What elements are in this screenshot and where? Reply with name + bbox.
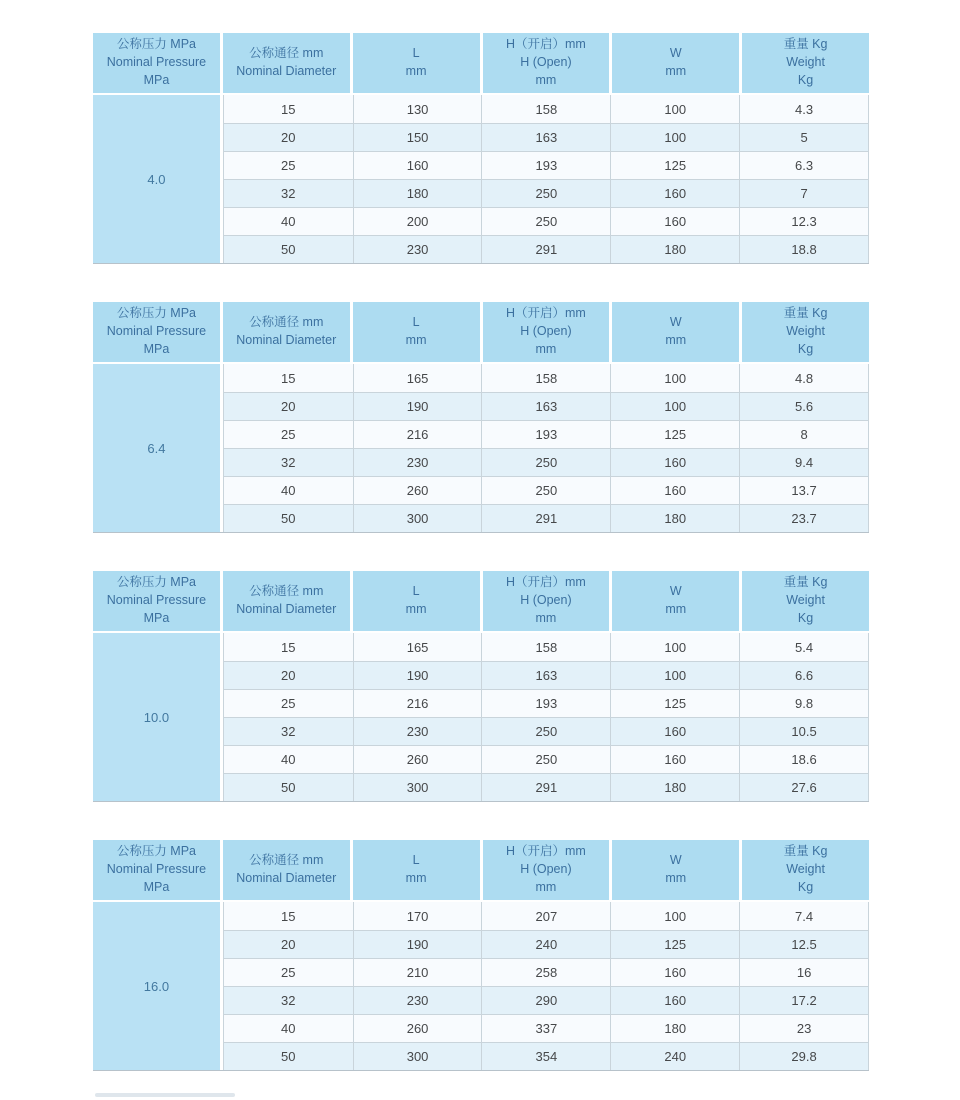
table-cell: 15 bbox=[281, 101, 296, 117]
header-line: W bbox=[669, 46, 682, 61]
table-cell: 4.3 bbox=[739, 95, 868, 123]
header-line: H（开启）mm bbox=[505, 844, 586, 859]
header-line: W bbox=[669, 315, 682, 330]
column-header-diameter bbox=[223, 840, 350, 900]
data-grid bbox=[223, 95, 869, 263]
pressure-value: 4.0 bbox=[147, 171, 166, 187]
table-row bbox=[224, 902, 868, 930]
table-cell: 160 bbox=[610, 718, 739, 745]
table-cell: 160 bbox=[610, 208, 739, 235]
table-cell: 18.6 bbox=[739, 746, 868, 773]
table-cell: 230 bbox=[353, 236, 482, 263]
table-row bbox=[224, 207, 868, 235]
table-cell: 50 bbox=[281, 780, 296, 795]
table-cell: 100 bbox=[610, 393, 739, 420]
header-line: H (Open) bbox=[520, 862, 572, 877]
header-line: 公称通径 mm bbox=[249, 315, 324, 330]
column-header-weight bbox=[742, 302, 869, 362]
table-cell: 32 bbox=[281, 455, 296, 470]
table-cell: 207 bbox=[481, 902, 610, 930]
table-cell: 100 bbox=[610, 124, 739, 151]
table-cell: 12.3 bbox=[739, 208, 868, 235]
pressure-cell bbox=[93, 364, 220, 532]
table-cell: 32 bbox=[281, 993, 296, 1008]
column-header-height-open bbox=[483, 571, 610, 631]
table-cell: 13.7 bbox=[739, 477, 868, 504]
table-cell: 7.4 bbox=[739, 902, 868, 930]
table-cell: 193 bbox=[481, 152, 610, 179]
column-header-diameter bbox=[223, 571, 350, 631]
header-line: 公称压力 MPa bbox=[116, 575, 196, 590]
table-cell: 354 bbox=[481, 1043, 610, 1070]
header-line: Nominal Pressure bbox=[106, 55, 207, 70]
header-line: MPa bbox=[143, 72, 170, 87]
pressure-value: 6.4 bbox=[147, 440, 166, 456]
table-cell: 250 bbox=[481, 449, 610, 476]
table-cell: 260 bbox=[353, 477, 482, 504]
table-cell: 100 bbox=[610, 902, 739, 930]
table-body bbox=[93, 364, 869, 533]
table-cell: 15 bbox=[281, 908, 296, 924]
table-cell: 5.4 bbox=[739, 633, 868, 661]
table-row bbox=[224, 633, 868, 661]
table-row bbox=[224, 958, 868, 986]
table-cell: 300 bbox=[353, 774, 482, 801]
table-cell: 100 bbox=[610, 95, 739, 123]
column-header-pressure bbox=[93, 571, 220, 631]
table-cell: 163 bbox=[481, 662, 610, 689]
table-cell: 300 bbox=[353, 505, 482, 532]
table-cell: 25 bbox=[281, 696, 296, 711]
header-line: H (Open) bbox=[520, 324, 572, 339]
table-cell: 160 bbox=[610, 987, 739, 1014]
table-row bbox=[224, 930, 868, 958]
table-cell: 250 bbox=[481, 208, 610, 235]
column-header-width bbox=[612, 302, 739, 362]
header-line: Weight bbox=[786, 324, 825, 339]
table-cell: 258 bbox=[481, 959, 610, 986]
table-cell: 180 bbox=[610, 1015, 739, 1042]
table-cell: 20 bbox=[281, 937, 296, 952]
table-row bbox=[224, 717, 868, 745]
table-cell: 216 bbox=[353, 421, 482, 448]
table-cell: 100 bbox=[610, 364, 739, 392]
table-row bbox=[224, 661, 868, 689]
table-cell: 250 bbox=[481, 746, 610, 773]
data-grid bbox=[223, 902, 869, 1070]
pressure-cell bbox=[93, 633, 220, 801]
column-header-width bbox=[612, 840, 739, 900]
table-cell: 32 bbox=[281, 724, 296, 739]
table-cell: 17.2 bbox=[739, 987, 868, 1014]
table-cell: 158 bbox=[481, 95, 610, 123]
table-header-row bbox=[93, 33, 869, 93]
table-cell: 25 bbox=[281, 158, 296, 173]
table-row bbox=[224, 420, 868, 448]
table-cell: 29.8 bbox=[739, 1043, 868, 1070]
header-line: mm bbox=[665, 602, 687, 616]
table-cell: 18.8 bbox=[739, 236, 868, 263]
table-cell: 50 bbox=[281, 242, 296, 257]
table-cell: 160 bbox=[610, 449, 739, 476]
header-line: MPa bbox=[143, 610, 170, 625]
table-cell: 23.7 bbox=[739, 505, 868, 532]
column-header-pressure bbox=[93, 302, 220, 362]
table-header-row bbox=[93, 571, 869, 631]
data-grid bbox=[223, 633, 869, 801]
table-row bbox=[224, 123, 868, 151]
table-cell: 180 bbox=[610, 774, 739, 801]
table-cell: 260 bbox=[353, 1015, 482, 1042]
header-line: Nominal Pressure bbox=[106, 862, 207, 877]
column-header-length bbox=[353, 571, 480, 631]
header-line: W bbox=[669, 584, 682, 599]
column-header-diameter bbox=[223, 302, 350, 362]
table-cell: 210 bbox=[353, 959, 482, 986]
pressure-value: 16.0 bbox=[143, 978, 170, 994]
header-line: 公称压力 MPa bbox=[116, 844, 196, 859]
spec-table bbox=[93, 33, 869, 264]
column-header-pressure bbox=[93, 840, 220, 900]
table-cell: 20 bbox=[281, 668, 296, 683]
column-header-length bbox=[353, 33, 480, 93]
header-line: MPa bbox=[143, 341, 170, 356]
header-line: mm bbox=[535, 72, 557, 87]
table-cell: 9.8 bbox=[739, 690, 868, 717]
header-line: W bbox=[669, 853, 682, 868]
column-header-weight bbox=[742, 571, 869, 631]
table-cell: 230 bbox=[353, 718, 482, 745]
table-cell: 160 bbox=[353, 152, 482, 179]
table-row bbox=[224, 504, 868, 532]
table-cell: 291 bbox=[481, 236, 610, 263]
table-cell: 250 bbox=[481, 718, 610, 745]
table-cell: 291 bbox=[481, 505, 610, 532]
column-header-width bbox=[612, 33, 739, 93]
table-header-row bbox=[93, 302, 869, 362]
header-line: mm bbox=[665, 333, 687, 347]
table-cell: 165 bbox=[353, 633, 482, 661]
table-cell: 160 bbox=[610, 180, 739, 207]
column-header-width bbox=[612, 571, 739, 631]
table-cell: 32 bbox=[281, 186, 296, 201]
table-row bbox=[224, 1042, 868, 1070]
table-cell: 337 bbox=[481, 1015, 610, 1042]
header-line: L bbox=[412, 853, 420, 868]
table-cell: 6.3 bbox=[739, 152, 868, 179]
table-cell: 9.4 bbox=[739, 449, 868, 476]
table-cell: 16 bbox=[739, 959, 868, 986]
header-line: Kg bbox=[797, 341, 814, 356]
header-line: 公称压力 MPa bbox=[116, 306, 196, 321]
table-cell: 163 bbox=[481, 124, 610, 151]
table-cell: 250 bbox=[481, 477, 610, 504]
header-line: Nominal Diameter bbox=[236, 871, 337, 885]
table-cell: 180 bbox=[610, 505, 739, 532]
table-cell: 23 bbox=[739, 1015, 868, 1042]
table-cell: 150 bbox=[353, 124, 482, 151]
table-cell: 50 bbox=[281, 511, 296, 526]
table-cell: 190 bbox=[353, 931, 482, 958]
header-line: 公称压力 MPa bbox=[116, 37, 196, 52]
table-row bbox=[224, 986, 868, 1014]
header-line: Weight bbox=[786, 593, 825, 608]
table-cell: 12.5 bbox=[739, 931, 868, 958]
table-cell: 50 bbox=[281, 1049, 296, 1064]
table-cell: 180 bbox=[353, 180, 482, 207]
header-line: mm bbox=[535, 610, 557, 625]
table-row bbox=[224, 179, 868, 207]
header-line: 重量 Kg bbox=[783, 306, 828, 321]
table-cell: 190 bbox=[353, 393, 482, 420]
table-cell: 100 bbox=[610, 662, 739, 689]
table-row bbox=[224, 689, 868, 717]
header-line: L bbox=[412, 315, 420, 330]
header-line: mm bbox=[535, 879, 557, 894]
table-cell: 291 bbox=[481, 774, 610, 801]
header-line: 重量 Kg bbox=[783, 575, 828, 590]
table-row bbox=[224, 745, 868, 773]
header-line: Nominal Pressure bbox=[106, 324, 207, 339]
table-cell: 40 bbox=[281, 752, 296, 767]
table-cell: 240 bbox=[610, 1043, 739, 1070]
table-cell: 290 bbox=[481, 987, 610, 1014]
table-body bbox=[93, 633, 869, 802]
column-header-length bbox=[353, 840, 480, 900]
table-cell: 20 bbox=[281, 399, 296, 414]
table-cell: 158 bbox=[481, 633, 610, 661]
table-cell: 40 bbox=[281, 1021, 296, 1036]
table-cell: 6.6 bbox=[739, 662, 868, 689]
header-line: 公称通径 mm bbox=[249, 584, 324, 599]
table-cell: 130 bbox=[353, 95, 482, 123]
spec-table bbox=[93, 571, 869, 802]
table-row bbox=[224, 773, 868, 801]
header-line: mm bbox=[665, 871, 687, 885]
header-line: Kg bbox=[797, 610, 814, 625]
table-cell: 20 bbox=[281, 130, 296, 145]
header-line: 公称通径 mm bbox=[249, 853, 324, 868]
table-cell: 300 bbox=[353, 1043, 482, 1070]
table-row bbox=[224, 95, 868, 123]
header-line: Kg bbox=[797, 879, 814, 894]
table-cell: 15 bbox=[281, 370, 296, 386]
column-header-height-open bbox=[483, 840, 610, 900]
table-cell: 160 bbox=[610, 959, 739, 986]
header-line: 公称通径 mm bbox=[249, 46, 324, 61]
table-row bbox=[224, 476, 868, 504]
column-header-diameter bbox=[223, 33, 350, 93]
table-cell: 216 bbox=[353, 690, 482, 717]
table-cell: 4.8 bbox=[739, 364, 868, 392]
table-cell: 260 bbox=[353, 746, 482, 773]
header-line: mm bbox=[405, 64, 427, 78]
cropped-text-remnant bbox=[95, 1093, 235, 1097]
header-line: mm bbox=[405, 333, 427, 347]
header-line: Nominal Diameter bbox=[236, 602, 337, 616]
header-line: H（开启）mm bbox=[505, 37, 586, 52]
header-line: Weight bbox=[786, 55, 825, 70]
table-cell: 125 bbox=[610, 690, 739, 717]
table-cell: 125 bbox=[610, 152, 739, 179]
table-row bbox=[224, 235, 868, 263]
table-cell: 163 bbox=[481, 393, 610, 420]
table-cell: 8 bbox=[739, 421, 868, 448]
table-cell: 180 bbox=[610, 236, 739, 263]
column-header-pressure bbox=[93, 33, 220, 93]
header-line: Kg bbox=[797, 72, 814, 87]
tables-container bbox=[93, 33, 960, 1071]
header-line: L bbox=[412, 46, 420, 61]
table-cell: 27.6 bbox=[739, 774, 868, 801]
table-cell: 7 bbox=[739, 180, 868, 207]
table-row bbox=[224, 364, 868, 392]
header-line: 重量 Kg bbox=[783, 37, 828, 52]
spec-table bbox=[93, 302, 869, 533]
table-cell: 5 bbox=[739, 124, 868, 151]
header-line: 重量 Kg bbox=[783, 844, 828, 859]
table-cell: 230 bbox=[353, 987, 482, 1014]
spec-table bbox=[93, 840, 869, 1071]
table-row bbox=[224, 392, 868, 420]
table-row bbox=[224, 151, 868, 179]
header-line: Weight bbox=[786, 862, 825, 877]
header-line: Nominal Pressure bbox=[106, 593, 207, 608]
column-header-weight bbox=[742, 840, 869, 900]
table-cell: 40 bbox=[281, 483, 296, 498]
table-row bbox=[224, 448, 868, 476]
table-row bbox=[224, 1014, 868, 1042]
pressure-cell bbox=[93, 902, 220, 1070]
pressure-cell bbox=[93, 95, 220, 263]
table-cell: 200 bbox=[353, 208, 482, 235]
table-cell: 160 bbox=[610, 746, 739, 773]
header-line: Nominal Diameter bbox=[236, 333, 337, 347]
column-header-height-open bbox=[483, 33, 610, 93]
header-line: L bbox=[412, 584, 420, 599]
header-line: MPa bbox=[143, 879, 170, 894]
data-grid bbox=[223, 364, 869, 532]
table-cell: 190 bbox=[353, 662, 482, 689]
table-cell: 40 bbox=[281, 214, 296, 229]
table-header-row bbox=[93, 840, 869, 900]
table-cell: 125 bbox=[610, 931, 739, 958]
table-cell: 25 bbox=[281, 427, 296, 442]
table-cell: 158 bbox=[481, 364, 610, 392]
table-cell: 240 bbox=[481, 931, 610, 958]
table-cell: 5.6 bbox=[739, 393, 868, 420]
table-cell: 10.5 bbox=[739, 718, 868, 745]
table-cell: 25 bbox=[281, 965, 296, 980]
header-line: H (Open) bbox=[520, 593, 572, 608]
table-cell: 170 bbox=[353, 902, 482, 930]
pressure-value: 10.0 bbox=[143, 709, 170, 725]
table-cell: 193 bbox=[481, 690, 610, 717]
column-header-weight bbox=[742, 33, 869, 93]
table-body bbox=[93, 95, 869, 264]
table-cell: 15 bbox=[281, 639, 296, 655]
header-line: Nominal Diameter bbox=[236, 64, 337, 78]
header-line: H（开启）mm bbox=[505, 306, 586, 321]
header-line: H (Open) bbox=[520, 55, 572, 70]
table-cell: 193 bbox=[481, 421, 610, 448]
table-cell: 165 bbox=[353, 364, 482, 392]
column-header-height-open bbox=[483, 302, 610, 362]
header-line: mm bbox=[405, 871, 427, 885]
table-cell: 100 bbox=[610, 633, 739, 661]
table-cell: 160 bbox=[610, 477, 739, 504]
header-line: mm bbox=[405, 602, 427, 616]
header-line: H（开启）mm bbox=[505, 575, 586, 590]
table-body bbox=[93, 902, 869, 1071]
header-line: mm bbox=[665, 64, 687, 78]
header-line: mm bbox=[535, 341, 557, 356]
table-cell: 250 bbox=[481, 180, 610, 207]
table-cell: 125 bbox=[610, 421, 739, 448]
table-cell: 230 bbox=[353, 449, 482, 476]
column-header-length bbox=[353, 302, 480, 362]
